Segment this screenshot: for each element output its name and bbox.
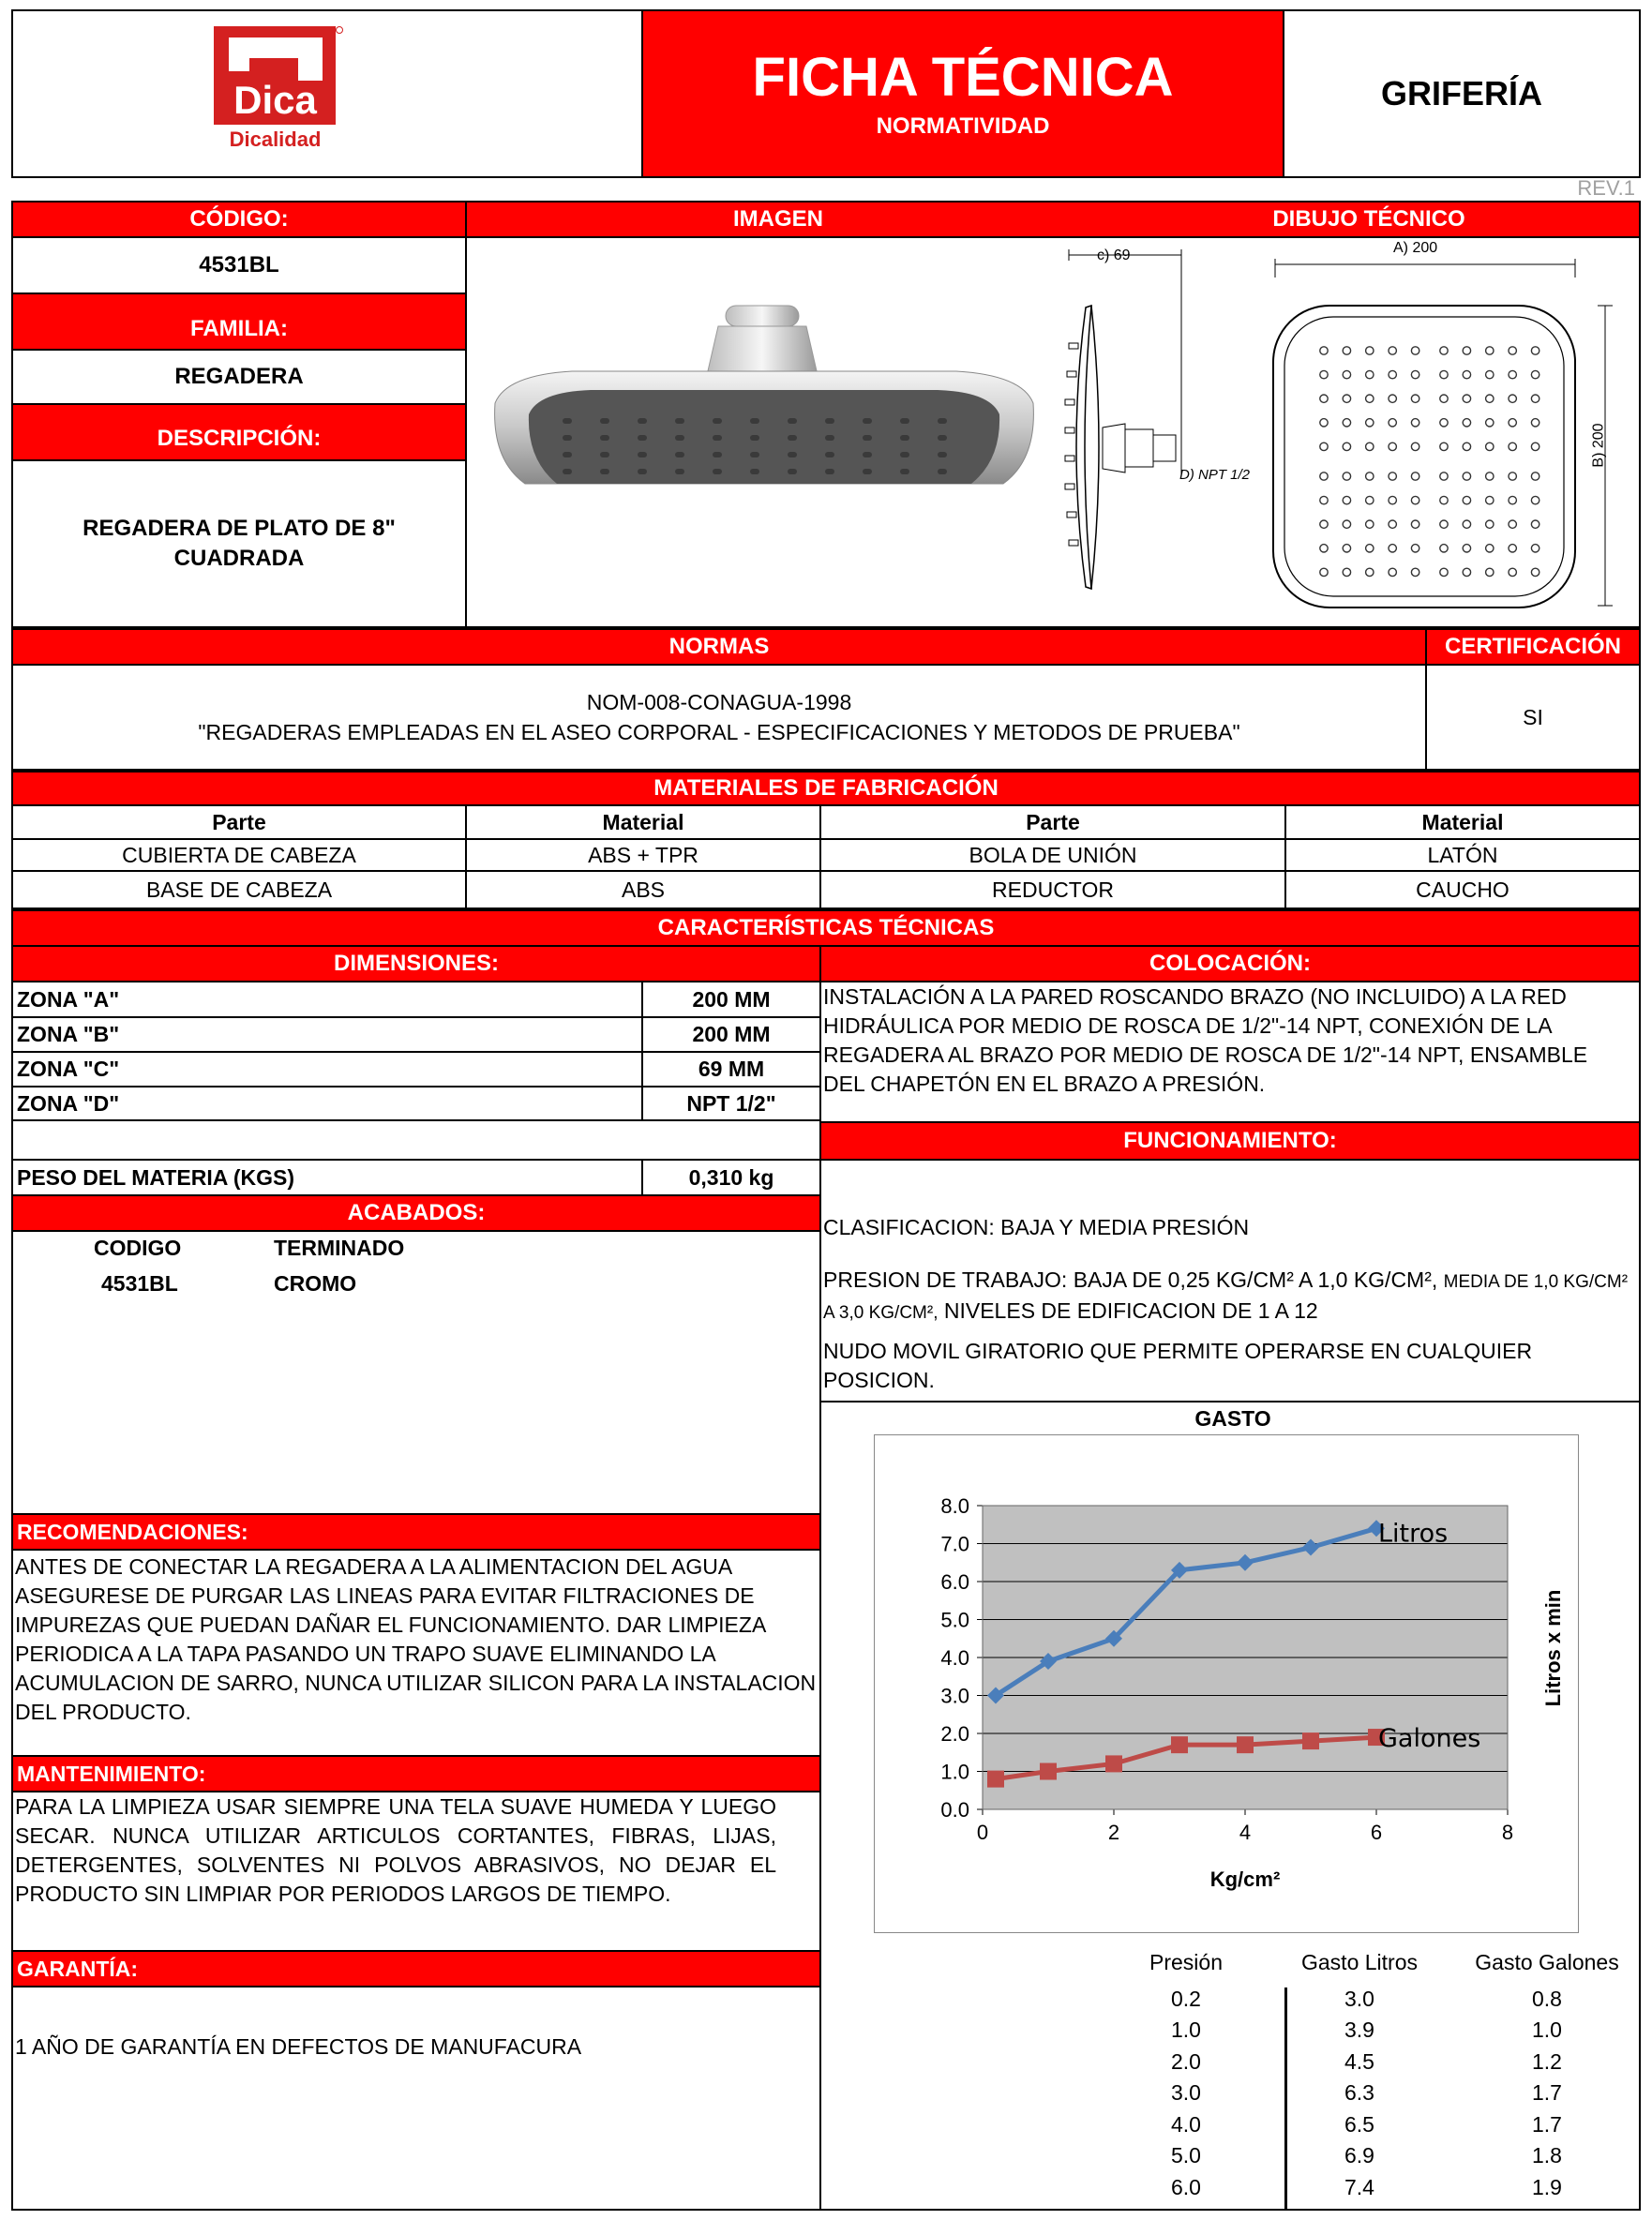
nozzle-dot: [1389, 496, 1396, 503]
dibujo-header: DIBUJO TÉCNICO: [1272, 206, 1465, 232]
nozzle-dot: [1411, 419, 1419, 427]
imagen-header: IMAGEN: [733, 206, 823, 232]
table-cell: 6.0: [1171, 2174, 1201, 2199]
nozzle-dot: [1343, 496, 1350, 503]
table-cell: 1.7: [1532, 2111, 1562, 2137]
table-cell: 0.2: [1171, 1986, 1201, 2011]
dim-a-label: A) 200: [1393, 240, 1438, 256]
nozzle-dot: [1531, 520, 1539, 528]
peso-label: PESO DEL MATERIA (KGS): [17, 1164, 295, 1190]
func-presion: [823, 1266, 1629, 1328]
nozzle-dot: [1531, 472, 1539, 480]
x-tick-label: 6: [1370, 1821, 1383, 1844]
nozzle-dot: [1320, 370, 1328, 378]
table-cell: 2.0: [1171, 2048, 1201, 2074]
series-label-litros: Litros: [1378, 1519, 1449, 1549]
nozzle-dot: [1486, 496, 1494, 503]
nozzle-dot: [1486, 347, 1494, 354]
y-tick-label: 8.0: [940, 1494, 969, 1518]
nozzle-dot: [1411, 496, 1419, 503]
data-point-galones: [1302, 1732, 1319, 1749]
nozzle-dot: [1463, 496, 1470, 503]
dimensiones-header: DIMENSIONES:: [13, 947, 819, 981]
nozzle-dot: [1320, 545, 1328, 552]
descripcion-header: DESCRIPCIÓN:: [13, 405, 465, 459]
nozzle-dot: [1320, 520, 1328, 528]
materiales-col-material-2: Material: [1421, 809, 1504, 834]
nozzle-dot: [1343, 442, 1350, 450]
nozzle-dot: [1411, 568, 1419, 576]
nozzle-dot: [1320, 496, 1328, 503]
nozzle-dot: [1366, 472, 1374, 480]
nozzle-dot: [1389, 419, 1396, 427]
y-tick-label: 3.0: [940, 1684, 969, 1708]
nozzle-dot: [1343, 545, 1350, 552]
familia-value: REGADERA: [174, 364, 304, 389]
page-title: FICHA TÉCNICA: [752, 47, 1174, 108]
zona-d-value: NPT 1/2": [686, 1090, 776, 1116]
nozzle-dot: [1366, 496, 1374, 503]
nozzle-dot: [1509, 419, 1516, 427]
table-cell: 6.3: [1344, 2080, 1374, 2105]
materiales-col-material-1: Material: [602, 809, 684, 834]
title-block: [643, 11, 1283, 176]
gasto-col-litros: Gasto Litros: [1301, 1949, 1418, 1974]
table-cell: 0.8: [1532, 1986, 1562, 2011]
data-point-galones: [1237, 1736, 1254, 1753]
data-point-galones: [987, 1771, 1004, 1788]
zona-d-label: ZONA "D": [17, 1090, 120, 1116]
nozzle-dot: [1389, 395, 1396, 402]
nozzle-dot: [1440, 370, 1448, 378]
garantia-text: 1 AÑO DE GARANTÍA EN DEFECTOS DE MANUFACURA: [15, 2034, 582, 2059]
nozzle-dot: [1411, 347, 1419, 354]
nozzle-dot: [1366, 395, 1374, 402]
nozzle-dot: [1366, 370, 1374, 378]
nozzle-dot: [1509, 347, 1516, 354]
nozzle-dot: [1463, 347, 1470, 354]
zona-a-label: ZONA "A": [17, 986, 120, 1012]
nozzle-dot: [1389, 545, 1396, 552]
nozzle-dot: [1366, 419, 1374, 427]
nozzle-dot: [1320, 395, 1328, 402]
nozzle-dot: [1343, 568, 1350, 576]
table-cell: 1.2: [1532, 2048, 1562, 2074]
nozzle-dot: [1343, 347, 1350, 354]
nozzle-dot: [1411, 520, 1419, 528]
table-cell: 1.8: [1532, 2143, 1562, 2168]
nozzle-dot: [1366, 347, 1374, 354]
y-axis-label: Litros x min: [1541, 1589, 1565, 1707]
nozzle-dot: [1440, 568, 1448, 576]
dim-b-label: B) 200: [1590, 423, 1607, 468]
gasto-chart: [874, 1434, 1579, 1933]
table-cell: 1.0: [1532, 2018, 1562, 2042]
nozzle-dot: [1343, 419, 1350, 427]
nozzle-dot: [1389, 442, 1396, 450]
nozzle-dot: [1531, 347, 1539, 354]
table-cell: CAUCHO: [1416, 877, 1509, 902]
nozzle-dot: [1509, 545, 1516, 552]
table-cell: BASE DE CABEZA: [145, 877, 333, 902]
nozzle-dot: [1486, 395, 1494, 402]
zona-b-label: ZONA "B": [17, 1022, 120, 1046]
logo-text: Dica: [233, 78, 317, 122]
nozzle-dot: [1509, 472, 1516, 480]
mantenimiento-header: MANTENIMIENTO:: [13, 1757, 819, 1791]
table-cell: 3.0: [1171, 2080, 1201, 2105]
normas-text: [13, 666, 1425, 769]
nozzle-dot: [1343, 472, 1350, 480]
nozzle-dot: [1343, 370, 1350, 378]
acabados-codigo-value: 4531BL: [101, 1271, 178, 1296]
x-tick-label: 8: [1501, 1821, 1514, 1844]
nozzle-dot: [1320, 442, 1328, 450]
funcionamiento-header: FUNCIONAMIENTO:: [821, 1123, 1639, 1159]
nozzle-dot: [1440, 472, 1448, 480]
y-tick-label: 1.0: [940, 1760, 969, 1784]
nozzle-dot: [1440, 496, 1448, 503]
certificacion-value: SI: [1523, 704, 1543, 729]
certificacion-header: CERTIFICACIÓN: [1427, 630, 1639, 664]
x-tick-label: 2: [1107, 1821, 1120, 1844]
nozzle-dot: [1486, 568, 1494, 576]
codigo-header: CÓDIGO:: [13, 202, 465, 236]
table-cell: 5.0: [1171, 2143, 1201, 2168]
table-cell: 3.9: [1344, 2018, 1374, 2042]
nozzle-dot: [1463, 568, 1470, 576]
nozzle-dot: [1509, 370, 1516, 378]
table-cell: ABS + TPR: [588, 842, 698, 867]
descripcion-value: REGADERA DE PLATO DE 8" CUADRADA: [83, 516, 396, 571]
nozzle-dot: [1320, 568, 1328, 576]
nozzle-dot: [1440, 395, 1448, 402]
nozzle-dot: [1531, 419, 1539, 427]
table-cell: CUBIERTA DE CABEZA: [122, 842, 356, 867]
nozzle-dot: [1440, 545, 1448, 552]
gasto-col-presion: Presión: [1149, 1949, 1223, 1974]
nozzle-dot: [1389, 520, 1396, 528]
nozzle-dot: [1486, 520, 1494, 528]
acabados-col-codigo: CODIGO: [94, 1236, 182, 1260]
nozzle-dot: [1411, 370, 1419, 378]
table-cell: 1.9: [1532, 2174, 1562, 2199]
nozzle-dot: [1486, 419, 1494, 427]
dim-d-label: D) NPT 1/2: [1179, 467, 1251, 483]
familia-header: FAMILIA:: [13, 294, 465, 349]
func-nudo: NUDO MOVIL GIRATORIO QUE PERMITE OPERARSE EN CUALQUIER POSICION.: [823, 1339, 1533, 1392]
nozzle-dot: [1486, 370, 1494, 378]
chart-title: GASTO: [1194, 1405, 1271, 1431]
y-tick-label: 4.0: [940, 1646, 969, 1670]
nozzle-dot: [1411, 545, 1419, 552]
recomendaciones-text: ANTES DE CONECTAR LA REGADERA A LA ALIMENTACION DEL AGUA ASEGURESE DE PURGAR LAS LINEAS PARA EVITAR FILTRACIONES DE IMPUREZAS QUE PUEDAN DAÑAR EL FUNCIONAMIENTO. DAR LIMPIEZA PERIODICA A LA TAPA PASANDO UN TRAPO SUAVE ELIMINANDO LA ACUMULACION DE SARRO, NUNCA UTILIZAR SILICON PARA LA INSTALACION DEL PRODUCTO.: [15, 1554, 817, 1724]
nozzle-dot: [1463, 442, 1470, 450]
table-cell: 4.0: [1171, 2111, 1201, 2137]
zona-c-value: 69 MM: [698, 1057, 765, 1081]
nozzle-dot: [1389, 347, 1396, 354]
technical-drawing-front: [1266, 240, 1641, 624]
colocacion-header: COLOCACIÓN:: [821, 947, 1639, 981]
nozzle-dot: [1531, 395, 1539, 402]
acabados-col-terminado: TERMINADO: [274, 1236, 405, 1260]
nozzle-dot: [1366, 520, 1374, 528]
y-tick-label: 2.0: [940, 1722, 969, 1746]
nozzle-dot: [1509, 442, 1516, 450]
caracteristicas-header: CARACTERÍSTICAS TÉCNICAS: [13, 911, 1639, 945]
nozzle-dot: [1366, 568, 1374, 576]
y-tick-label: 0.0: [940, 1798, 969, 1822]
nozzle-dot: [1440, 419, 1448, 427]
zona-a-value: 200 MM: [692, 986, 771, 1012]
table-cell: 4.5: [1344, 2048, 1374, 2074]
garantia-header: GARANTÍA:: [13, 1952, 819, 1986]
nozzle-dot: [1343, 395, 1350, 402]
codigo-value: 4531BL: [199, 252, 279, 278]
nozzle-dot: [1463, 395, 1470, 402]
category-label: GRIFERÍA: [1380, 74, 1542, 112]
func-presion-a: PRESION DE TRABAJO: BAJA DE 0,25 KG/CM² A 1,0 KG/CM²,: [823, 1268, 1444, 1292]
table-cell: REDUCTOR: [992, 877, 1114, 902]
func-presion-b: MEDIA DE 1,0 KG/CM² A 3,0 KG/CM²,: [823, 1272, 1629, 1323]
nozzle-dot: [1411, 472, 1419, 480]
peso-value: 0,310 kg: [688, 1164, 774, 1190]
nozzle-dot: [1531, 370, 1539, 378]
logo-subtext: Dicalidad: [229, 128, 322, 151]
nozzle-dot: [1509, 496, 1516, 503]
nozzle-dot: [1531, 496, 1539, 503]
nozzle-dot: [1440, 442, 1448, 450]
nozzle-dot: [1509, 395, 1516, 402]
normas-header: NORMAS: [13, 630, 1425, 664]
zona-c-label: ZONA "C": [17, 1057, 120, 1081]
nozzle-dot: [1463, 370, 1470, 378]
nozzle-dot: [1411, 395, 1419, 402]
nozzle-dot: [1486, 442, 1494, 450]
y-tick-label: 7.0: [940, 1532, 969, 1556]
nozzle-dot: [1320, 347, 1328, 354]
nozzle-dot: [1440, 347, 1448, 354]
technical-drawing-side: [1050, 240, 1275, 624]
nozzle-dot: [1463, 419, 1470, 427]
nozzle-dot: [1509, 568, 1516, 576]
norma-code: NOM-008-CONAGUA-1998: [586, 690, 852, 714]
colocacion-text: INSTALACIÓN A LA PARED ROSCANDO BRAZO (NO INCLUIDO) A LA RED HIDRÁULICA POR MEDIO DE ROSCA DE 1/2"-14 NPT, CONEXIÓN DE LA REGADERA AL BRAZO POR MEDIO DE ROSCA DE 1/2"-14 NPT, ENSAMBLE DEL CHAPETÓN EN EL BRAZO A PRESIÓN.: [823, 984, 1588, 1096]
table-cell: LATÓN: [1427, 842, 1498, 867]
materiales-col-parte-2: Parte: [1026, 809, 1080, 834]
table-cell: 7.4: [1344, 2174, 1374, 2199]
acabados-terminado-value: CROMO: [274, 1271, 357, 1296]
x-axis-label: Kg/cm²: [1209, 1868, 1281, 1891]
y-tick-label: 5.0: [940, 1608, 969, 1632]
table-cell: 1.7: [1532, 2080, 1562, 2105]
nozzle-dot: [1440, 520, 1448, 528]
table-cell: 3.0: [1344, 1986, 1374, 2011]
materiales-col-parte-1: Parte: [212, 809, 266, 834]
table-cell: BOLA DE UNIÓN: [969, 842, 1137, 867]
table-cell: 1.0: [1171, 2018, 1201, 2042]
table-cell: ABS: [621, 877, 666, 902]
nozzle-dot: [1389, 568, 1396, 576]
data-point-galones: [1105, 1755, 1122, 1772]
nozzle-dot: [1509, 520, 1516, 528]
series-label-galones: Galones: [1378, 1724, 1481, 1754]
table-cell: 6.9: [1344, 2143, 1374, 2168]
recomendaciones-header: RECOMENDACIONES:: [13, 1515, 819, 1549]
nozzle-dot: [1389, 370, 1396, 378]
norma-title: "REGADERAS EMPLEADAS EN EL ASEO CORPORAL - ESPECIFICACIONES Y METODOS DE PRUEBA": [198, 720, 1240, 744]
nozzle-dot: [1320, 472, 1328, 480]
nozzle-dot: [1389, 472, 1396, 480]
logo: [212, 24, 343, 156]
data-point-galones: [1171, 1736, 1188, 1753]
gasto-table: [1106, 1946, 1641, 2209]
func-presion-c: NIVELES DE EDIFICACION DE 1 A 12: [938, 1298, 1318, 1323]
revision-label: REV.1: [1577, 176, 1635, 200]
nozzle-dot: [1531, 442, 1539, 450]
y-tick-label: 6.0: [940, 1570, 969, 1594]
nozzle-dot: [1411, 442, 1419, 450]
nozzle-dot: [1366, 442, 1374, 450]
materiales-header: MATERIALES DE FABRICACIÓN: [13, 772, 1639, 804]
acabados-header: ACABADOS:: [13, 1196, 819, 1230]
nozzle-dot: [1486, 545, 1494, 552]
gasto-col-galones: Gasto Galones: [1475, 1949, 1619, 1974]
x-tick-label: 4: [1239, 1821, 1252, 1844]
nozzle-dot: [1531, 545, 1539, 552]
page-subtitle: NORMATIVIDAD: [876, 113, 1050, 139]
table-cell: 6.5: [1344, 2111, 1374, 2137]
nozzle-dot: [1343, 520, 1350, 528]
dim-c-label: c) 69: [1097, 248, 1131, 263]
data-point-galones: [1040, 1763, 1057, 1780]
zona-b-value: 200 MM: [692, 1022, 771, 1046]
nozzle-dot: [1366, 545, 1374, 552]
mantenimiento-text: PARA LA LIMPIEZA USAR SIEMPRE UNA TELA SUAVE HUMEDA Y LUEGO SECAR. NUNCA UTILIZAR ARTICULOS CORTANTES, FIBRAS, LIJAS, DETERGENTES, SOLVENTES NI POLVOS ABRASIVOS, NO DEJAR EL PRODUCTO SIN LIMPIAR POR PERIODOS LARGOS DE TIEMPO.: [15, 1794, 776, 1906]
nozzle-dot: [1463, 545, 1470, 552]
nozzle-dot: [1320, 419, 1328, 427]
func-clasificacion: CLASIFICACION: BAJA Y MEDIA PRESIÓN: [823, 1215, 1250, 1239]
nozzle-dot: [1486, 472, 1494, 480]
nozzle-dot: [1463, 520, 1470, 528]
x-tick-label: 0: [976, 1821, 989, 1844]
product-image: [488, 300, 1041, 516]
nozzle-dot: [1531, 568, 1539, 576]
nozzle-dot: [1463, 472, 1470, 480]
